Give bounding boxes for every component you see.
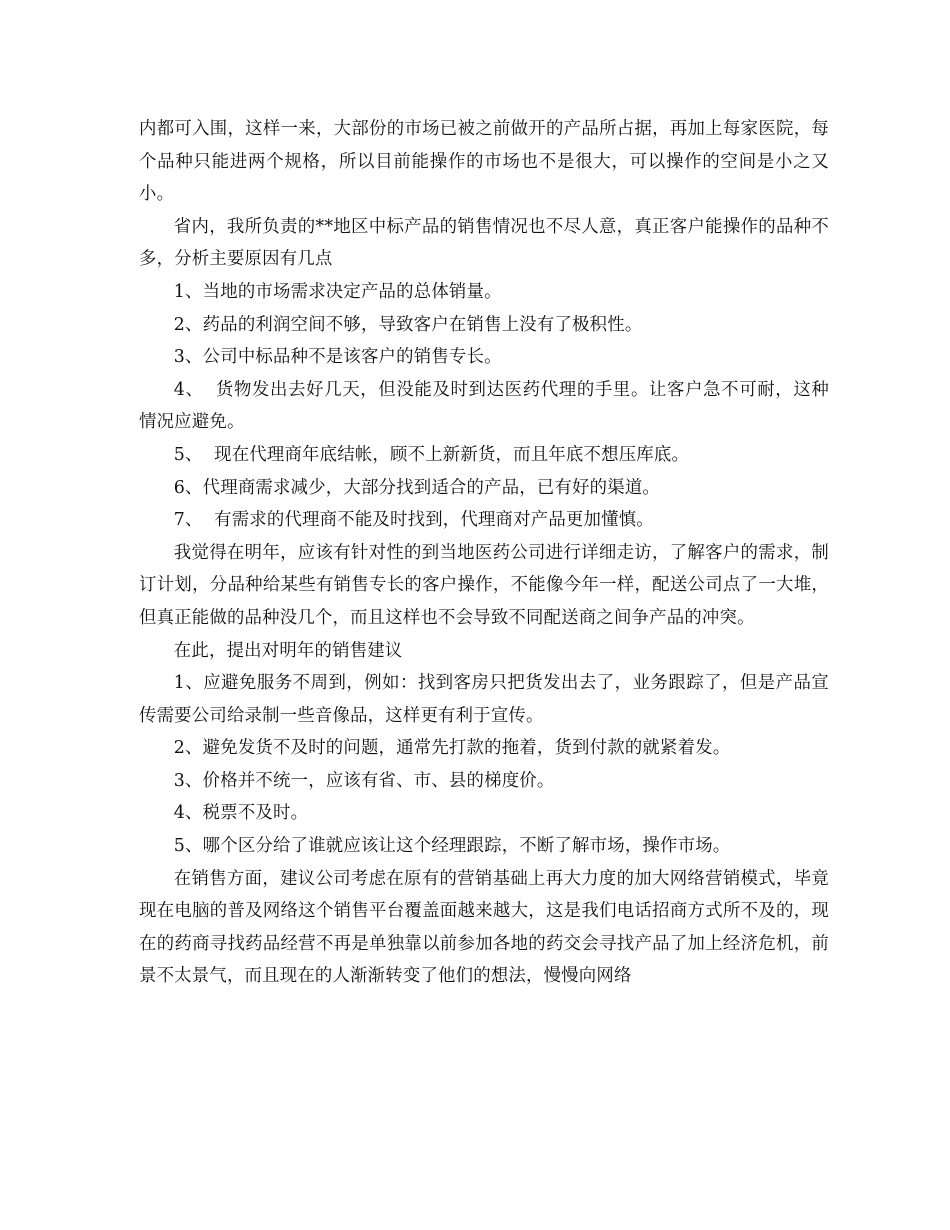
- paragraph: 内都可入围，这样一来，大部份的市场已被之前做开的产品所占据，再加上每家医院，每个品种只能进两个规格，所以目前能操作的市场也不是很大，可以操作的空间是小之又小。: [139, 119, 829, 205]
- paragraph: 我觉得在明年，应该有针对性的到当地医药公司进行详细走访，了解客户的需求，制订计划，分品种给某些有销售专长的客户操作，不能像今年一样，配送公司点了一大堆，但真正能做的品种没几个，而且这样也不会导致不同配送商之间争产品的冲突。: [139, 542, 829, 628]
- paragraph: 4、 货物发出去好几天，但没能及时到达医药代理的手里。让客户急不可耐，这种情况应避免。: [139, 379, 829, 433]
- paragraph: 2、避免发货不及时的问题，通常先打款的拖着，货到付款的就紧着发。: [173, 738, 731, 759]
- paragraph: 3、公司中标品种不是该客户的销售专长。: [173, 347, 502, 368]
- paragraph: 7、 有需求的代理商不能及时找到，代理商对产品更加懂慎。: [173, 510, 654, 531]
- paragraph: 1、应避免服务不周到，例如：找到客房只把货发出去了，业务跟踪了，但是产品宣传需要公司给录制一些音像品，这样更有利于宣传。: [139, 673, 829, 726]
- paragraph: 2、药品的利润空间不够，导致客户在销售上没有了极积性。: [173, 314, 643, 335]
- paragraph: 5、 现在代理商年底结帐，顾不上新新货，而且年底不想压库底。: [173, 444, 690, 465]
- document-body: [139, 113, 829, 993]
- paragraph: 省内，我所负责的**地区中标产品的销售情况也不尽人意，真正客户能操作的品种不多，分析主要原因有几点: [139, 216, 829, 270]
- paragraph: 6、代理商需求减少，大部分找到适合的产品，已有好的渠道。: [173, 477, 661, 498]
- paragraph: 3、价格并不统一，应该有省、市、县的梯度价。: [173, 770, 555, 791]
- paragraph: 在销售方面，建议公司考虑在原有的营销基础上再大力度的加大网络营销模式，毕竟现在电脑的普及网络这个销售平台覆盖面越来越大，这是我们电话招商方式所不及的，现在的药商寻找药品经营不再是单独靠以前参加各地的药交会寻找产品了加上经济危机，前景不太景气，而且现在的人渐渐转变了他们的想法，慢慢向网络: [139, 868, 829, 987]
- paragraph: 5、哪个区分给了谁就应该让这个经理跟踪，不断了解市场，操作市场。: [173, 836, 731, 857]
- paragraph: 1、当地的市场需求决定产品的总体销量。: [173, 281, 502, 302]
- paragraph: 在此，提出对明年的销售建议: [173, 640, 403, 661]
- paragraph: 4、税票不及时。: [173, 803, 309, 824]
